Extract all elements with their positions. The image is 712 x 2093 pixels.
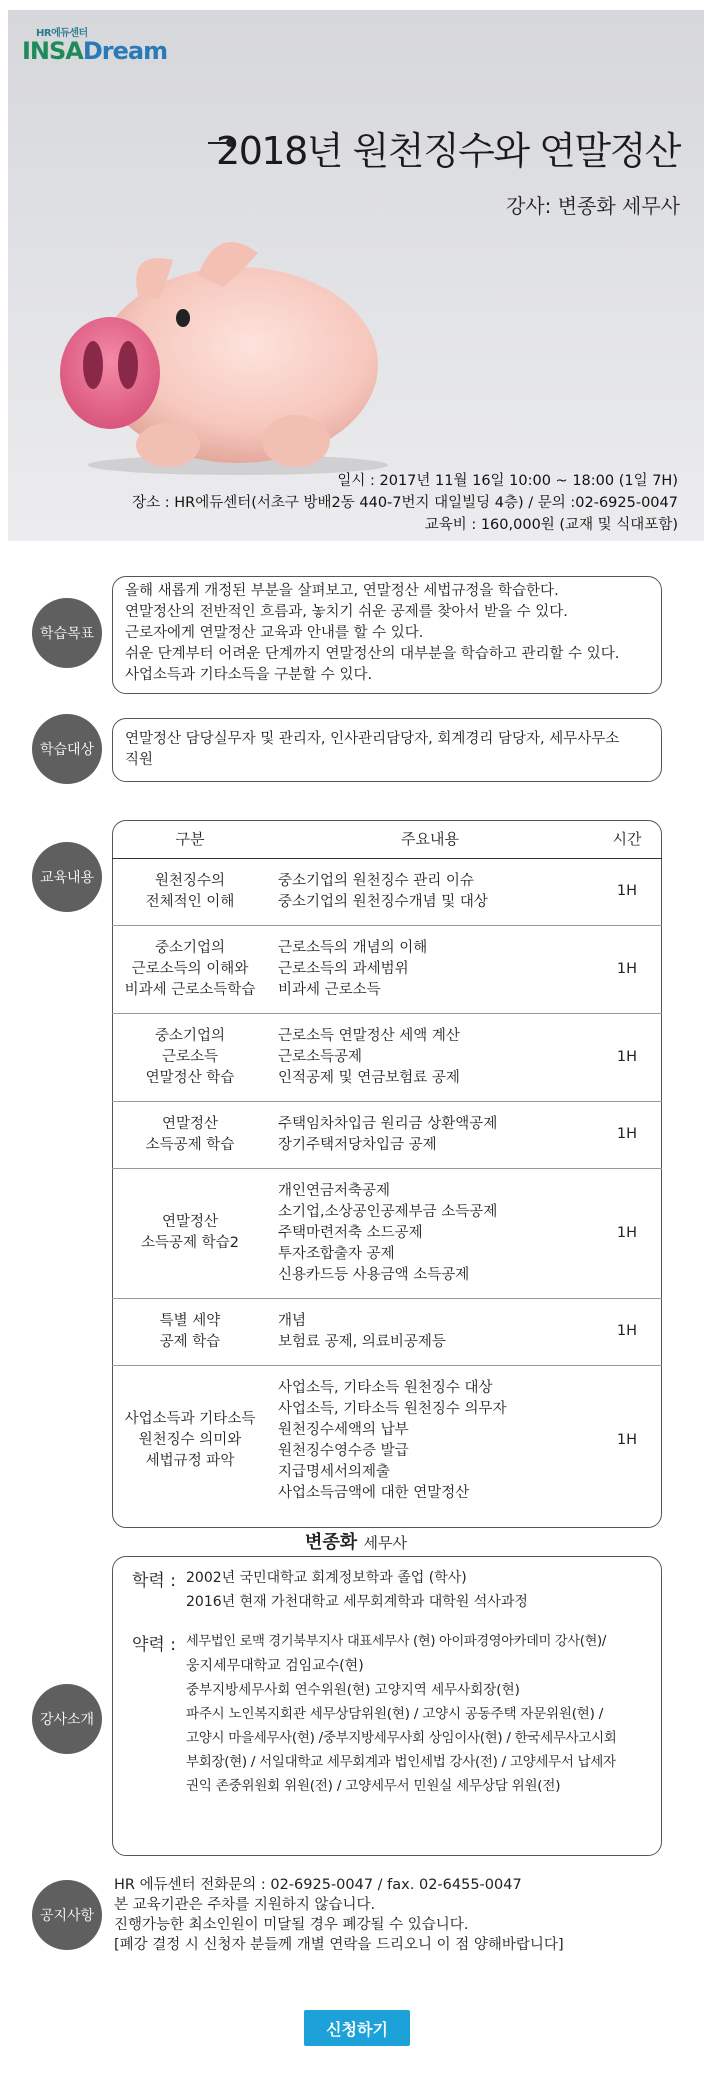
category-line: 사업소득과 기타소득 xyxy=(124,1411,256,1427)
content-line: 중소기업의 원천징수개념 및 대상 xyxy=(278,893,488,910)
row-content xyxy=(268,1365,592,1516)
course-date: 일시 : 2017년 11월 16일 10:00 ~ 18:00 (1일 7H) xyxy=(337,473,678,489)
content-line: 중소기업의 원천징수 관리 이슈 xyxy=(278,872,474,889)
content-line: 개념 xyxy=(278,1312,307,1329)
target-line: 직원 xyxy=(125,752,154,768)
category-line: 원천징수 의미와 xyxy=(138,1432,242,1448)
logo-main-a: INSA xyxy=(22,37,83,65)
row-category xyxy=(112,1365,268,1516)
content-line: 비과세 근로소득 xyxy=(278,981,381,998)
content-line: 사업소득, 기타소득 원천징수 대상 xyxy=(278,1379,493,1396)
table-row xyxy=(112,1365,662,1516)
row-time: 1H xyxy=(592,1168,662,1298)
row-category xyxy=(112,1013,268,1101)
goals-list xyxy=(125,581,649,686)
logo-subtitle: HR에듀센터 xyxy=(36,28,88,39)
content-line: 지급명세서의제출 xyxy=(278,1463,391,1480)
notice-text xyxy=(114,1875,564,1955)
category-line: 공제 학습 xyxy=(159,1333,221,1350)
goal-item: 사업소득과 기타소득을 구분할 수 있다. xyxy=(125,667,373,683)
content-line: 원천징수영수증 발급 xyxy=(278,1442,409,1459)
content-line: 사업소득, 기타소득 원천징수 의무자 xyxy=(278,1400,507,1417)
table-row xyxy=(112,858,662,925)
table-row xyxy=(112,1013,662,1101)
row-content xyxy=(268,858,592,925)
table-row xyxy=(112,1298,662,1365)
education-label: 학력 : xyxy=(132,1571,176,1591)
apply-button[interactable]: 신청하기 xyxy=(304,2010,410,2046)
lecturer-heading xyxy=(0,1528,712,1554)
category-line: 연말정산 xyxy=(161,1214,219,1230)
header-content: 주요내용 xyxy=(268,820,592,858)
logo xyxy=(22,24,167,63)
row-time: 1H xyxy=(592,1101,662,1168)
row-category xyxy=(112,925,268,1013)
row-content xyxy=(268,1101,592,1168)
curriculum-table xyxy=(112,820,662,1516)
piggy-bank-illustration xyxy=(48,215,388,475)
career-item: 부회장(현) / 서일대학교 세무회계과 법인세법 강사(전) / 고양세무서 납세자 xyxy=(186,1754,616,1770)
course-fee: 교육비 : 160,000원 (교재 및 식대포함) xyxy=(424,517,678,533)
lecturer-name: 변종화 xyxy=(305,1532,358,1553)
table-row xyxy=(112,1101,662,1168)
target-label: 학습대상 xyxy=(32,714,102,784)
table-row xyxy=(112,925,662,1013)
content-line: 주택마련저축 소드공제 xyxy=(278,1224,423,1241)
notice-line: [폐강 결정 시 신청자 분들께 개별 연락을 드리오니 이 점 양해바랍니다] xyxy=(114,1937,564,1953)
career-item: 권익 존중위원회 위원(전) / 고양세무서 민원실 세무상담 위원(전) xyxy=(186,1778,561,1794)
row-time: 1H xyxy=(592,1013,662,1101)
content-line: 보험료 공제, 의료비공제등 xyxy=(278,1333,446,1350)
career-item: 고양시 마을세무사(현) /중부지방세무사회 상임이사(현) / 한국세무사고시회 xyxy=(186,1730,617,1746)
category-line: 근로소득의 이해와 xyxy=(131,960,249,977)
row-content xyxy=(268,1298,592,1365)
education-list xyxy=(186,1566,528,1614)
content-line: 사업소득금액에 대한 연말정산 xyxy=(278,1484,470,1501)
content-line: 근로소득 연말정산 세액 계산 xyxy=(278,1027,460,1044)
category-line: 세법규정 파악 xyxy=(145,1453,235,1469)
course-lecturer: 강사: 변종화 세무사 xyxy=(505,194,680,218)
lecturer-label: 강사소개 xyxy=(32,1684,102,1754)
career-item: 세무법인 로맥 경기북부지사 대표세무사 (현) 아이파경영아카데미 강사(현)/ xyxy=(186,1634,607,1649)
category-line: 특별 세약 xyxy=(159,1312,221,1329)
course-title: 2018년 원천징수와 연말정산 xyxy=(216,129,680,173)
goal-item: 쉬운 단계부터 어려운 단계까지 연말정산의 대부분을 학습하고 관리할 수 있다. xyxy=(125,646,620,662)
lecturer-title: 세무사 xyxy=(363,1534,407,1552)
notice-label: 공지사항 xyxy=(32,1880,102,1950)
header-time: 시간 xyxy=(592,820,662,858)
row-time: 1H xyxy=(592,1298,662,1365)
content-line: 근로소득의 과세범위 xyxy=(278,960,409,977)
category-line: 중소기업의 xyxy=(154,939,226,956)
hero-banner xyxy=(8,10,704,541)
curriculum-label: 교육내용 xyxy=(32,842,102,912)
course-place: 장소 : HR에듀센터(서초구 방배2동 440-7번지 대일빌딩 4층) / 문의 :02-6925-0047 xyxy=(132,495,678,511)
category-line: 비과세 근로소득학습 xyxy=(124,981,256,998)
target-box xyxy=(112,718,662,782)
content-line: 신용카드등 사용금액 소득공제 xyxy=(278,1266,470,1283)
career-item: 웅지세무대학교 검임교수(현) xyxy=(186,1658,364,1674)
row-category xyxy=(112,1101,268,1168)
education-item: 2016년 현재 가천대학교 세무회계학과 대학원 석사과정 xyxy=(186,1594,528,1610)
category-line: 근로소득 xyxy=(161,1048,219,1065)
goal-item: 근로자에게 연말정산 교육과 안내를 할 수 있다. xyxy=(125,625,424,641)
row-time: 1H xyxy=(592,925,662,1013)
row-content xyxy=(268,1013,592,1101)
course-info xyxy=(132,470,678,536)
category-line: 중소기업의 xyxy=(154,1027,226,1044)
career-item: 파주시 노인복지회관 세무상담위원(현) / 고양시 공동주택 자문위원(현) / xyxy=(186,1706,604,1722)
content-line: 장기주택저당차입금 공제 xyxy=(278,1136,437,1153)
goal-item: 연말정산의 전반적인 흐름과, 놓치기 쉬운 공제를 찾아서 받을 수 있다. xyxy=(125,604,568,620)
row-content xyxy=(268,925,592,1013)
career-label: 약력 : xyxy=(132,1635,176,1655)
category-line: 소득공제 학습2 xyxy=(141,1235,239,1251)
target-line: 연말정산 담당실무자 및 관리자, 인사관리담당자, 회계경리 담당자, 세무사무소 xyxy=(125,731,620,747)
education-item: 2002년 국민대학교 회계정보학과 졸업 (학사) xyxy=(186,1570,467,1586)
category-line: 연말정산 xyxy=(161,1115,219,1132)
career-list xyxy=(186,1630,656,1798)
category-line: 전체적인 이해 xyxy=(145,893,235,910)
content-line: 소기업,소상공인공제부금 소득공제 xyxy=(278,1203,498,1220)
notice-line: HR 에듀센터 전화문의 : 02-6925-0047 / fax. 02-6455-0047 xyxy=(114,1877,522,1893)
logo-main-b: Dream xyxy=(82,37,168,65)
category-line: 연말정산 학습 xyxy=(145,1069,235,1086)
category-line: 소득공제 학습 xyxy=(145,1136,235,1153)
category-line: 원천징수의 xyxy=(154,872,226,889)
goals-label: 학습목표 xyxy=(32,598,102,668)
row-content xyxy=(268,1168,592,1298)
content-line: 주택임차차입금 원리금 상환액공제 xyxy=(278,1115,498,1132)
table-row xyxy=(112,1168,662,1298)
row-category xyxy=(112,1298,268,1365)
content-line: 근로소득의 개념의 이해 xyxy=(278,939,428,956)
career-item: 중부지방세무사회 연수위원(현) 고양지역 세무사회장(현) xyxy=(186,1682,520,1698)
goal-item: 올해 새롭게 개정된 부분을 살펴보고, 연말정산 세법규정을 학습한다. xyxy=(125,583,559,599)
content-line: 투자조합출자 공제 xyxy=(278,1245,395,1262)
content-line: 인적공제 및 연금보험료 공제 xyxy=(278,1069,460,1086)
goals-box xyxy=(112,576,662,694)
row-category xyxy=(112,1168,268,1298)
row-time: 1H xyxy=(592,858,662,925)
row-time: 1H xyxy=(616,1432,638,1448)
notice-line: 본 교육기관은 주차를 지원하지 않습니다. xyxy=(114,1897,376,1913)
content-line: 개인연금저축공제 xyxy=(278,1182,391,1199)
content-line: 원천징수세액의 납부 xyxy=(278,1421,409,1438)
table-header-row xyxy=(112,820,662,858)
notice-line: 진행가능한 최소인원이 미달될 경우 폐강될 수 있습니다. xyxy=(114,1917,469,1933)
header-category: 구분 xyxy=(112,820,268,858)
content-line: 근로소득공제 xyxy=(278,1048,363,1065)
row-category xyxy=(112,858,268,925)
